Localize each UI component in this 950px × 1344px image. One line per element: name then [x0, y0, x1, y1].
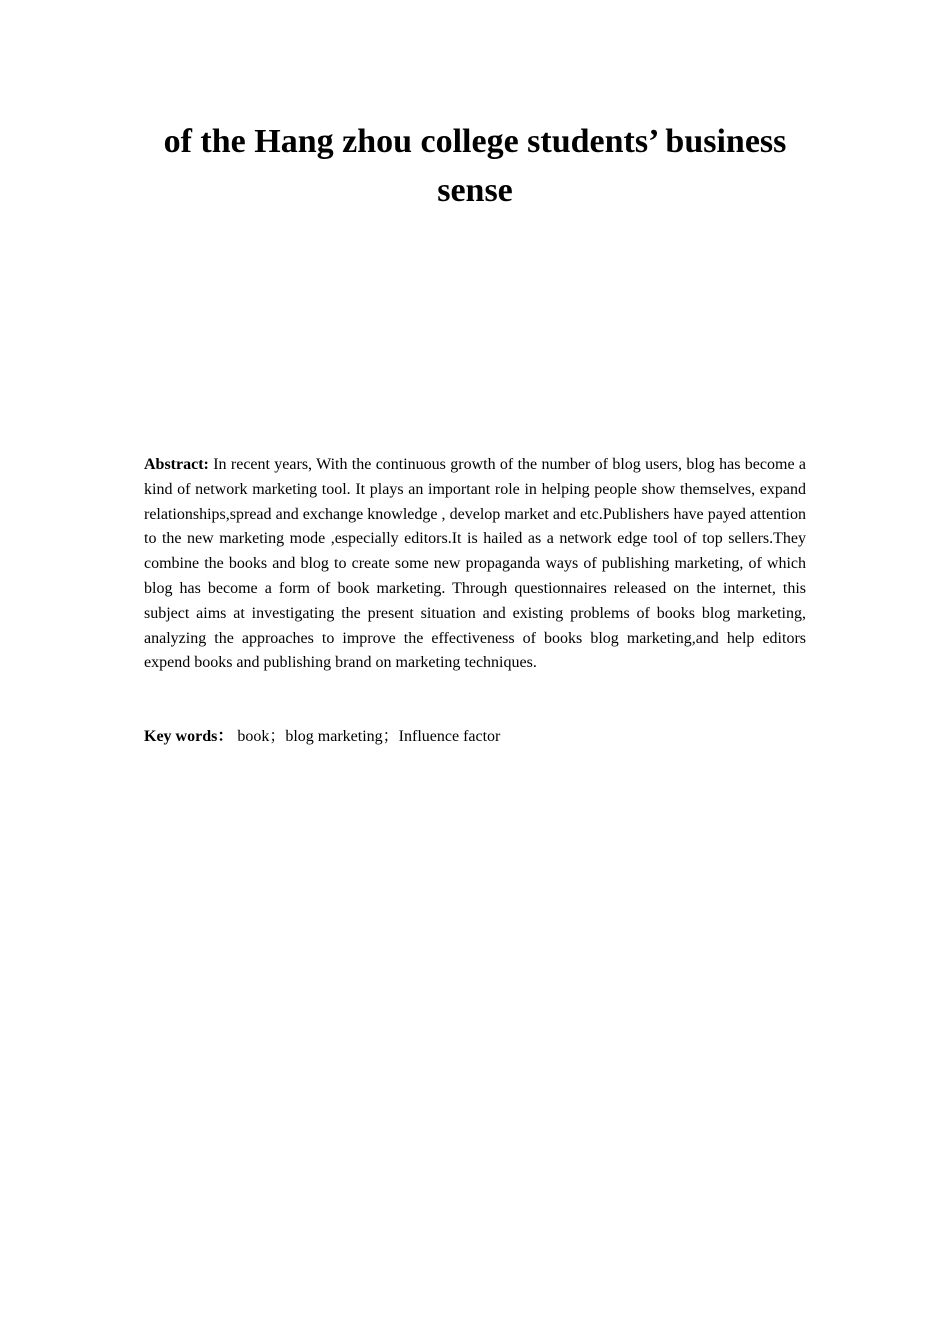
abstract-paragraph [144, 453, 806, 676]
abstract-text: In recent years, With the continuous growth of the number of blog users, blog has become a kind of network marketing tool. It plays an important role in helping people show themselves, expand relationships,spread and exchange knowledge , develop market and etc.Publishers have payed attention to the new marketing mode ,especially editors.It is hailed as a network edge tool of top sellers.They combine the books and blog to create some new propaganda ways of publishing marketing, of which blog has become a form of book marketing. Through questionnaires released on the internet, this subject aims at investigating the present situation and existing problems of books blog marketing, analyzing the approaches to improve the effectiveness of books blog marketing,and help editors expend books and publishing brand on marketing techniques. [144, 456, 806, 672]
keywords-text: book；blog marketing；Influence factor [237, 728, 501, 745]
keywords-label: Key words： [144, 728, 234, 745]
document-title: of the Hang zhou college students’ business sense [163, 123, 787, 209]
abstract-label: Abstract: [144, 456, 209, 473]
keywords-line [144, 725, 806, 749]
